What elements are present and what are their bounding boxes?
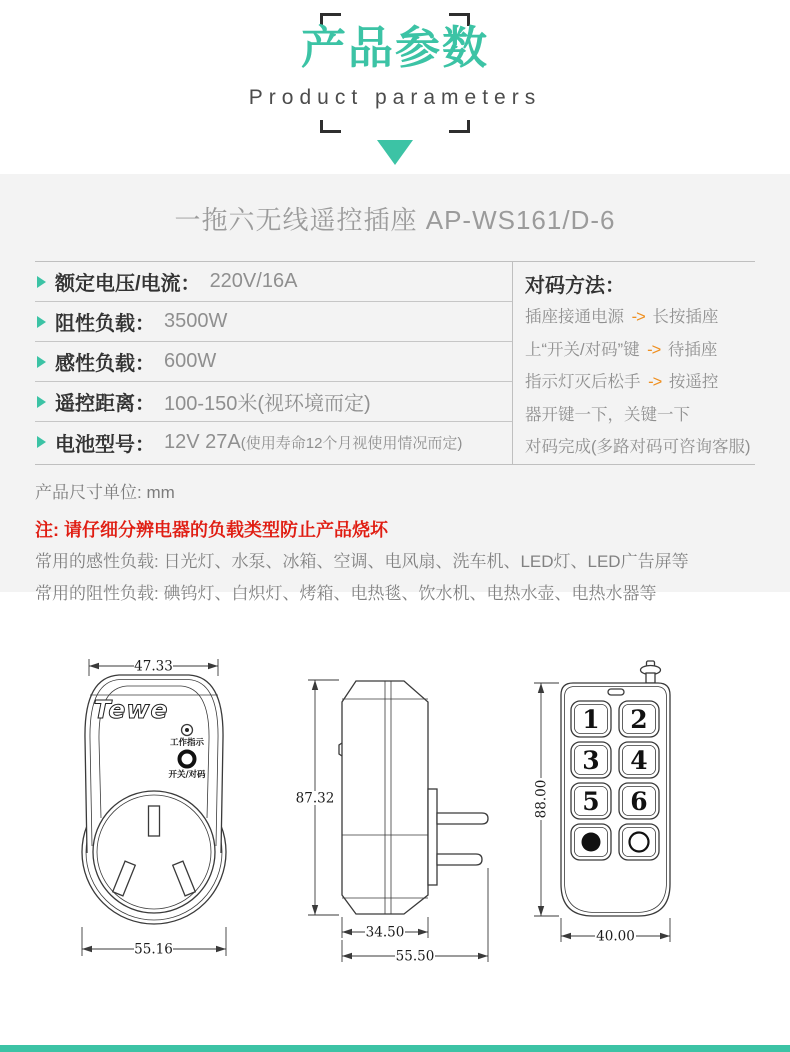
pairing-title: 对码方法： xyxy=(525,275,625,297)
spec-label: 感性负载： xyxy=(55,353,155,375)
spec-section xyxy=(0,174,790,603)
pairing-line: 插座接通电源 -> 长按插座 xyxy=(525,308,719,326)
spec-label: 额定电压/电流： xyxy=(55,273,201,295)
bullet-triangle-icon xyxy=(37,316,46,328)
back-plate xyxy=(428,789,437,885)
pairing-line: 对码完成(多路对码可咨询客服) xyxy=(525,438,751,456)
spec-value: 12V 27A xyxy=(164,430,241,453)
button-label: 6 xyxy=(630,787,648,816)
inductive-load-note: 常用的感性负载: 日光灯、水泵、冰箱、空调、电风扇、洗车机、LED灯、LED广告屏等 xyxy=(35,551,689,571)
button-label: 2 xyxy=(630,705,648,734)
bullet-triangle-icon xyxy=(37,436,46,448)
dimension-label: 34.50 xyxy=(365,924,405,941)
spec-row xyxy=(35,262,512,302)
pairing-line: 指示灯灭后松手 -> 按遥控 xyxy=(525,373,719,391)
page-title: 产品参数 xyxy=(300,22,490,73)
resistive-load-note: 常用的阻性负载: 碘钨灯、白炽灯、烤箱、电热毯、饮水机、电热水壶、电热水器等 xyxy=(35,583,657,603)
bullet-triangle-icon xyxy=(37,396,46,408)
button-label: 1 xyxy=(582,705,600,734)
spec-value: 600W xyxy=(164,350,217,372)
arrow-right-icon: -> xyxy=(648,373,662,391)
title-frame xyxy=(248,13,542,133)
pairing-button-label: 开关/对码 xyxy=(168,770,206,780)
indicator-label: 工作指示 xyxy=(169,738,205,748)
spec-value: 3500W xyxy=(164,310,228,332)
warning-note: 注: 请仔细分辨电器的负载类型防止产品烧坏 xyxy=(35,519,388,540)
spec-table xyxy=(35,261,755,465)
corner-bracket-icon xyxy=(320,120,341,133)
spec-label: 电池型号： xyxy=(55,433,155,456)
socket-side-drawing xyxy=(285,646,505,976)
pairing-button-icon xyxy=(180,752,195,767)
dimension-label: 88.00 xyxy=(533,779,550,819)
spec-list xyxy=(35,262,512,464)
arrow-right-icon: -> xyxy=(631,308,645,326)
dimension-label: 40.00 xyxy=(596,928,635,945)
antenna-knob xyxy=(641,661,661,683)
spec-row xyxy=(35,382,512,422)
button-label: 4 xyxy=(630,746,648,775)
page-header xyxy=(0,0,790,165)
spec-label: 阻性负载： xyxy=(55,313,155,335)
spec-value: 220V/16A xyxy=(209,270,298,292)
spec-value: 100-150米(视环境而定) xyxy=(164,393,371,415)
pairing-panel xyxy=(512,262,755,464)
spec-note: (使用寿命12个月视使用情况而定) xyxy=(240,434,463,452)
button-label: 3 xyxy=(582,746,600,775)
dimension-label: 87.32 xyxy=(295,790,335,807)
all-off-button-icon xyxy=(630,833,649,852)
pairing-line: 上“开关/对码”键 -> 待插座 xyxy=(525,340,718,359)
socket-front-drawing xyxy=(57,646,277,976)
triangle-down-icon xyxy=(377,140,413,165)
product-title: 一拖六无线遥控插座 AP-WS161/D-6 xyxy=(174,205,616,235)
spec-label: 遥控距离： xyxy=(55,393,155,415)
pairing-lines xyxy=(525,301,755,464)
unit-note: 产品尺寸单位: mm xyxy=(35,482,175,502)
plug-pin xyxy=(437,854,482,865)
neutral-slot xyxy=(173,861,196,896)
button-label: 5 xyxy=(582,787,600,816)
corner-bracket-icon xyxy=(449,120,470,133)
all-on-button-icon xyxy=(582,833,601,852)
plug-pin xyxy=(437,813,488,824)
brand-logo: Tewe xyxy=(93,695,169,724)
page-subtitle: Product parameters xyxy=(248,86,542,109)
bullet-triangle-icon xyxy=(37,276,46,288)
bullet-triangle-icon xyxy=(37,356,46,368)
live-slot xyxy=(113,861,136,896)
technical-drawings xyxy=(0,592,790,976)
spec-row xyxy=(35,342,512,382)
spec-row xyxy=(35,422,512,462)
dimension-label: 55.50 xyxy=(395,948,435,965)
pairing-line: 器开键一下，关键一下 xyxy=(525,405,690,424)
spec-row xyxy=(35,302,512,342)
dimension-label: 55.16 xyxy=(134,941,173,958)
remote-control-drawing xyxy=(513,646,733,976)
dimension-label: 47.33 xyxy=(134,658,173,675)
footer-accent-bar xyxy=(0,1045,790,1052)
arrow-right-icon: -> xyxy=(647,340,661,359)
